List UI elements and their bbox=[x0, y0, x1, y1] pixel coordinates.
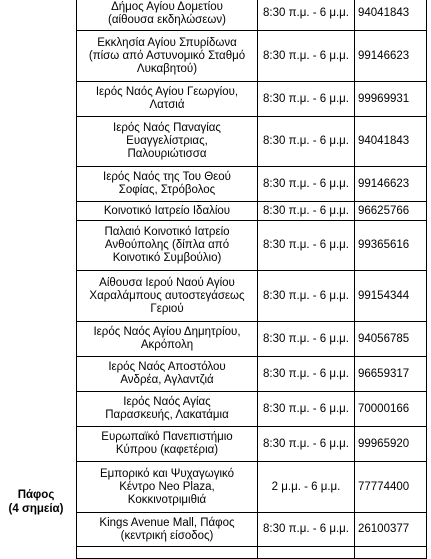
location-cell bbox=[77, 392, 258, 427]
phone-cell: 99365616 bbox=[355, 221, 427, 271]
location-line: Εκκλησία Αγίου Σπυρίδωνα bbox=[97, 36, 237, 49]
hours-cell bbox=[258, 547, 355, 559]
location-line: Κοινοτικό Ιατρείο Ιδαλίου bbox=[103, 204, 231, 217]
phone-cell: 99146623 bbox=[355, 167, 427, 202]
phone-cell bbox=[355, 547, 427, 559]
location-line: Γεριού bbox=[150, 302, 184, 315]
location-cell bbox=[77, 462, 258, 513]
location-line: Παρασκευής, Λακατάμια bbox=[105, 409, 229, 421]
location-cell bbox=[77, 357, 258, 392]
location-line: Κοινοτικό Συμβούλιο) bbox=[112, 252, 222, 264]
table-row bbox=[77, 547, 427, 559]
phone-cell: 94041843 bbox=[355, 117, 427, 167]
location-cell bbox=[77, 31, 258, 82]
location-cell bbox=[77, 0, 258, 31]
location-cell bbox=[77, 322, 258, 357]
hours-cell: 8:30 π.μ. - 6 μ.μ. bbox=[258, 357, 355, 392]
phone-cell: 94056785 bbox=[355, 322, 427, 357]
hours-cell: 8:30 π.μ. - 6 μ.μ. bbox=[258, 117, 355, 167]
hours-cell: 8:30 π.μ. - 6 μ.μ. bbox=[258, 167, 355, 202]
table-row bbox=[77, 271, 427, 322]
location-line: Ιερός Ναός Αγίας bbox=[123, 396, 211, 408]
location-line: Δήμος Αγίου Δομετίου bbox=[111, 0, 223, 13]
hours-cell: 2 μ.μ. - 6 μ.μ. bbox=[258, 462, 355, 513]
table-row bbox=[77, 31, 427, 82]
location-line: Ανδρέα, Αγλαντζιά bbox=[120, 374, 214, 386]
table-row bbox=[77, 322, 427, 357]
location-line: Σοφίας, Στρόβολος bbox=[118, 184, 216, 196]
hours-cell: 8:30 π.μ. - 6 μ.μ. bbox=[258, 31, 355, 82]
region-column bbox=[0, 0, 76, 519]
location-cell bbox=[77, 547, 258, 559]
phone-cell: 94041843 bbox=[355, 0, 427, 31]
location-line: Κοκκινοτριμιθιά bbox=[127, 493, 207, 506]
phone-cell: 99969931 bbox=[355, 82, 427, 117]
location-cell bbox=[77, 427, 258, 462]
table-row bbox=[77, 462, 427, 513]
table-row bbox=[77, 392, 427, 427]
location-line: Ιερός Ναός Παναγίας bbox=[113, 122, 221, 134]
location-cell bbox=[77, 167, 258, 202]
location-line: Λυκαβητού) bbox=[136, 62, 198, 75]
location-line: Ιερός Ναός της Του Θεού bbox=[103, 171, 231, 183]
location-line: (αίθουσα εκδηλώσεων) bbox=[108, 13, 226, 26]
location-line: Χαραλάμπους αυτοστεγάσεως bbox=[89, 289, 245, 302]
hours-cell: 8:30 π.μ. - 6 μ.μ. bbox=[258, 427, 355, 462]
location-line: Ανθούπολης (δίπλα από bbox=[104, 239, 230, 251]
hours-cell: 8:30 π.μ. - 6 μ.μ. bbox=[258, 221, 355, 271]
location-line: (κεντρική είσοδος) bbox=[120, 529, 214, 542]
hours-cell: 8:30 π.μ. - 6 μ.μ. bbox=[258, 0, 355, 31]
location-cell bbox=[77, 513, 258, 547]
phone-cell: 99965920 bbox=[355, 427, 427, 462]
phone-cell: 99154344 bbox=[355, 271, 427, 322]
location-line: Ευαγγελίστριας, bbox=[126, 135, 208, 147]
phone-cell: 99146623 bbox=[355, 31, 427, 82]
hours-cell: 8:30 π.μ. - 6 μ.μ. bbox=[258, 202, 355, 221]
location-line: Ιερός Ναός Αποστόλου bbox=[108, 361, 226, 373]
location-line: Κύπρου (καφετέρια) bbox=[115, 444, 219, 456]
table-row bbox=[77, 513, 427, 547]
hours-cell: 8:30 π.μ. - 6 μ.μ. bbox=[258, 513, 355, 547]
locations-table bbox=[76, 0, 427, 559]
hours-cell: 8:30 π.μ. - 6 μ.μ. bbox=[258, 271, 355, 322]
table-row bbox=[77, 0, 427, 31]
region-count: (4 σημεία) bbox=[8, 503, 64, 515]
phone-cell: 96659317 bbox=[355, 357, 427, 392]
location-cell bbox=[77, 202, 258, 221]
location-cell bbox=[77, 221, 258, 271]
table-row bbox=[77, 202, 427, 221]
location-line: Ιερός Ναός Αγίου Δημητρίου, bbox=[93, 326, 241, 338]
location-line: Ευρωπαϊκό Πανεπιστήμιο bbox=[101, 431, 233, 443]
hours-cell: 8:30 π.μ. - 6 μ.μ. bbox=[258, 322, 355, 357]
table-row bbox=[77, 221, 427, 271]
location-line: Kings Avenue Mall, Πάφος bbox=[99, 516, 235, 529]
location-cell bbox=[77, 82, 258, 117]
hours-cell: 8:30 π.μ. - 6 μ.μ. bbox=[258, 82, 355, 117]
location-line: Λατσιά bbox=[149, 99, 185, 111]
table-row bbox=[77, 357, 427, 392]
phone-cell: 26100377 bbox=[355, 513, 427, 547]
location-cell bbox=[77, 271, 258, 322]
table-row bbox=[77, 427, 427, 462]
location-line: Κέντρο Neo Plaza, bbox=[119, 480, 215, 493]
phone-cell: 70000166 bbox=[355, 392, 427, 427]
phone-cell: 77774400 bbox=[355, 462, 427, 513]
phone-cell: 96625766 bbox=[355, 202, 427, 221]
hours-cell: 8:30 π.μ. - 6 μ.μ. bbox=[258, 392, 355, 427]
region-name: Πάφος bbox=[17, 489, 55, 501]
location-line: Παλαιό Κοινοτικό Ιατρείο bbox=[104, 226, 230, 238]
location-line: Εμπορικό και Ψυχαγωγικό bbox=[99, 467, 235, 480]
table-row bbox=[77, 82, 427, 117]
location-line: (πίσω από Αστυνομικό Σταθμό bbox=[88, 49, 246, 62]
location-cell bbox=[77, 117, 258, 167]
location-line: Παλουριώτισσα bbox=[127, 148, 207, 160]
location-line: Ακρόπολη bbox=[140, 339, 194, 351]
table-row bbox=[77, 117, 427, 167]
region-label bbox=[0, 488, 72, 516]
location-line: Ιερός Ναός Αγίου Γεωργίου, bbox=[95, 86, 239, 98]
location-line: Αίθουσα Ιερού Ναού Αγίου bbox=[99, 276, 235, 289]
table-row bbox=[77, 167, 427, 202]
